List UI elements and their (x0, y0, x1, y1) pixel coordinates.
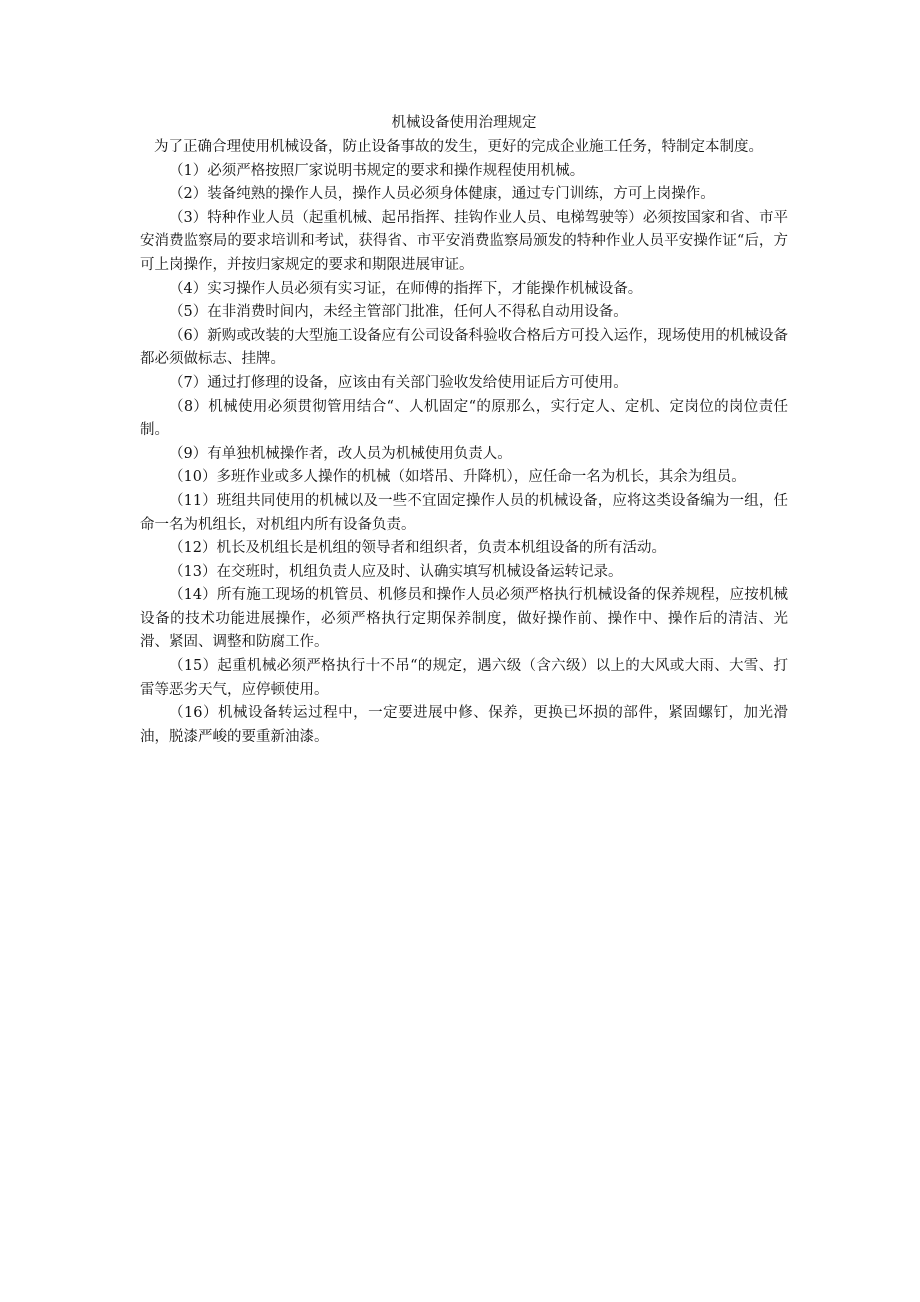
rule-item-3: （3）特种作业人员（起重机械、起吊指挥、挂钩作业人员、电梯驾驶等）必须按国家和省、市平安消费监察局的要求培训和考试，获得省、市平安消费监察局颁发的特种作业人员平安操作证“后，方可上岗操作，并按归家规定的要求和期限进展审证。 (140, 209, 788, 273)
rule-item-9: （9）有单独机械操作者，改人员为机械使用负责人。 (169, 445, 512, 462)
intro-paragraph: 为了正确合理使用机械设备，防止设备事故的发生，更好的完成企业施工任务，特制定本制度。 (154, 139, 763, 155)
rule-item-5: （5）在非消费时间内，未经主管部门批准，任何人不得私自动用设备。 (169, 304, 628, 321)
rule-item-14: （14）所有施工现场的机管员、机修员和操作人员必须严格执行机械设备的保养规程，应按机械设备的技术功能进展操作，必须严格执行定期保养制度，做好操作前、操作中、操作后的清洁、光滑、紧固、调整和防腐工作。 (140, 587, 788, 651)
rule-item-12: （12）机长及机组长是机组的领导者和组织者，负责本机组设备的所有活动。 (169, 540, 666, 557)
rule-item-10: （10）多班作业或多人操作的机械（如塔吊、升降机），应任命一名为机长，其余为组员。 (169, 469, 746, 486)
rule-item-15: （15）起重机械必须严格执行十不吊“的规定，遇六级（含六级）以上的大风或大雨、大雪、打雷等恶劣天气，应停顿使用。 (140, 658, 788, 698)
document-title: 机械设备使用治理规定 (391, 115, 537, 131)
rule-item-7: （7）通过打修理的设备，应该由有关部门验收发给使用证后方可使用。 (169, 374, 628, 391)
rule-item-1: （1）必须严格按照厂家说明书规定的要求和操作规程使用机械。 (169, 162, 585, 179)
rule-item-6: （6）新购或改装的大型施工设备应有公司设备科验收合格后方可投入运作，现场使用的机械设备都必须做标志、挂牌。 (140, 327, 788, 368)
rule-item-2: （2）装备纯熟的操作人员，操作人员必须身体健康，通过专门训练，方可上岗操作。 (169, 186, 715, 203)
rule-item-16: （16）机械设备转运过程中，一定要进展中修、保养，更换已坏损的部件，紧固螺钉，加光滑油，脱漆严峻的要重新油漆。 (140, 705, 788, 745)
rule-item-11: （11）班组共同使用的机械以及一些不宜固定操作人员的机械设备，应将这类设备编为一组，任命一名为机组长，对机组内所有设备负责。 (140, 492, 788, 533)
rule-item-8: （8）机械使用必须贯彻管用结合“、人机固定“的原那么，实行定人、定机、定岗位的岗位责任制。 (140, 398, 788, 439)
document-page (140, 111, 788, 749)
rule-item-4: （4）实习操作人员必须有实习证，在师傅的指挥下，才能操作机械设备。 (169, 280, 643, 297)
rule-item-13: （13）在交班时，机组负责人应及时、认确实填写机械设备运转记录。 (169, 563, 623, 580)
